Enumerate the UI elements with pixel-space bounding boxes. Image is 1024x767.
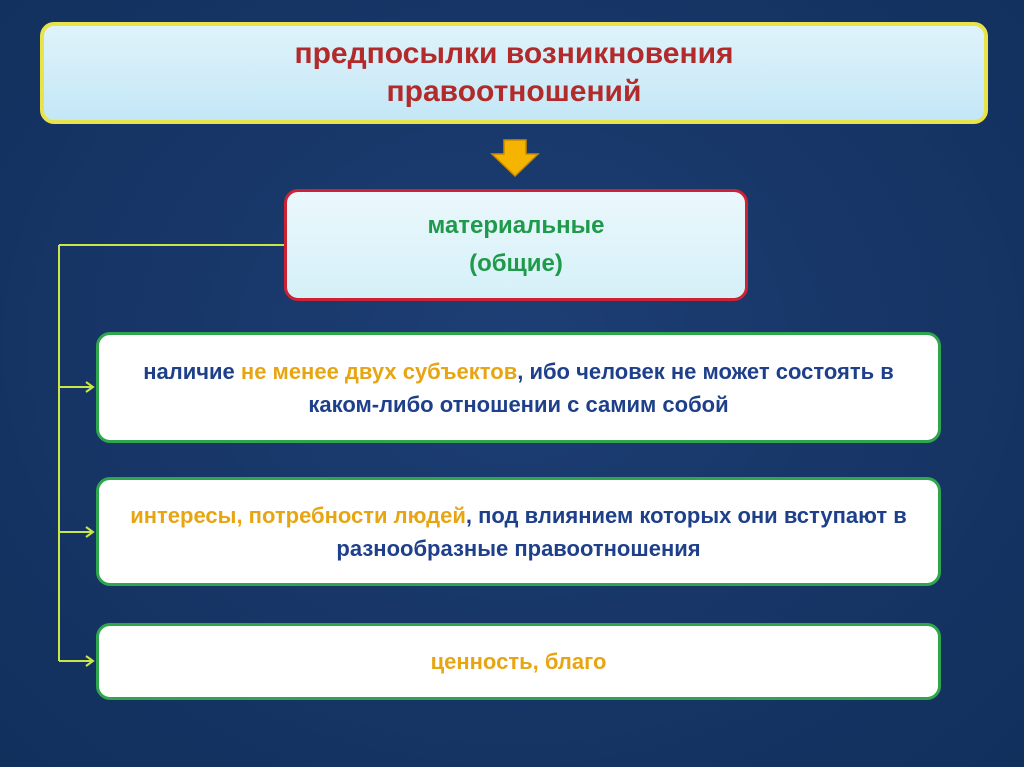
item-3-highlight: ценность, благо [430,649,607,674]
item-1-plain-after: , ибо человек не может состоять в каком-либо отношении с самим собой [308,358,894,417]
item-2-highlight: интересы, потребности людей [130,502,466,528]
title-text: предпосылки возникновения правоотношений [294,37,734,108]
item-box-value [96,623,941,700]
item-1-highlight: не менее двух субъектов [240,358,518,384]
item-text-interests [124,499,914,565]
item-text-value [431,645,607,678]
item-box-subjects [96,332,941,443]
item-box-interests [96,477,941,586]
category-line-2: (общие) [469,250,563,277]
title-box [40,22,988,124]
item-2-plain-after: , под влиянием которых они вступают в разнообразные правоотношения [336,502,907,561]
category-text [428,207,605,283]
category-box [284,189,748,301]
down-arrow-icon [490,138,540,178]
category-line-1: материальные [427,212,605,239]
item-1-plain-before: наличие [143,358,241,384]
item-text-subjects [119,355,919,421]
